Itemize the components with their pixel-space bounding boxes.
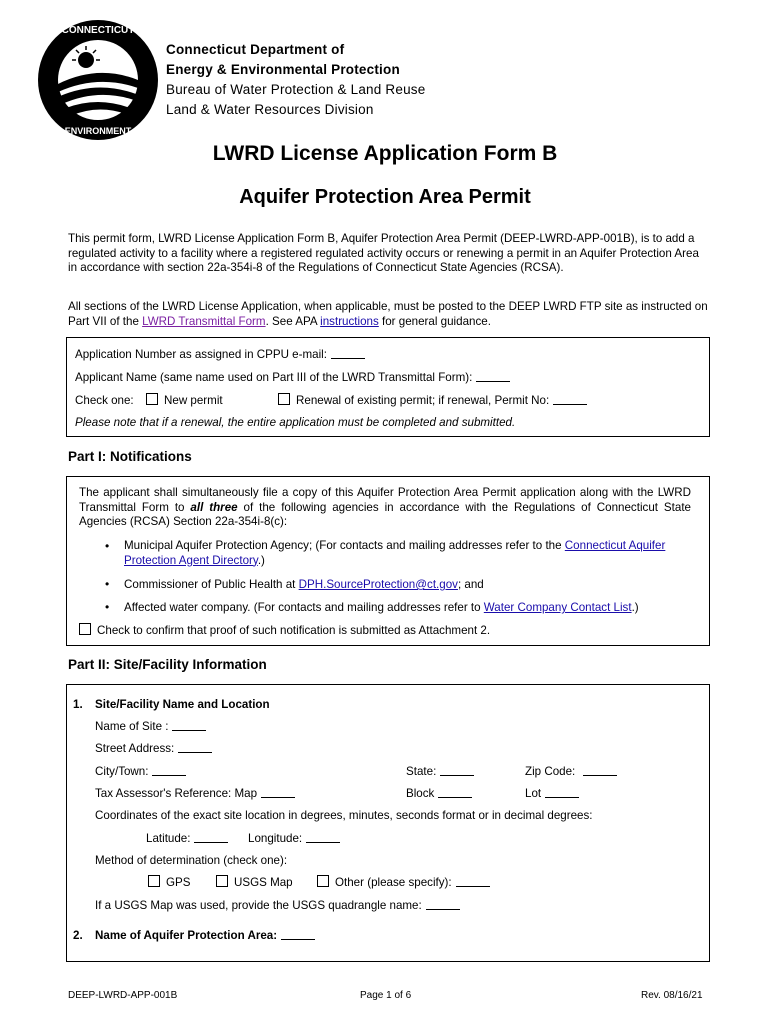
- water-company-contact-list-link[interactable]: Water Company Contact List: [483, 601, 632, 614]
- agency-line-3: Bureau of Water Protection & Land Reuse: [166, 82, 426, 97]
- tax-map-label: Tax Assessor's Reference: Map: [95, 787, 258, 800]
- renewal-note: Please note that if a renewal, the entire application must be completed and submitted.: [75, 416, 516, 429]
- site-name-row: [95, 719, 206, 734]
- bullet3-text-b: .): [631, 601, 639, 614]
- latitude-field[interactable]: [194, 832, 228, 843]
- applicant-name-field[interactable]: [476, 371, 510, 382]
- street-label: Street Address:: [95, 742, 175, 755]
- bullet2-text-a: Commissioner of Public Health at: [124, 578, 299, 591]
- usgs-option[interactable]: [216, 875, 293, 890]
- longitude-field[interactable]: [306, 832, 340, 843]
- bullet3-text-a: Affected water company. (For contacts and mailing addresses refer to: [124, 601, 484, 614]
- agency-block: [166, 40, 425, 120]
- svg-text:ENVIRONMENT: ENVIRONMENT: [64, 126, 132, 136]
- new-permit-checkbox[interactable]: [146, 393, 158, 405]
- renewal-option[interactable]: [278, 393, 587, 408]
- quadrangle-row: [95, 898, 460, 913]
- state-field[interactable]: [440, 765, 474, 776]
- intro-paragraph-2: [68, 300, 708, 329]
- apa-instructions-link[interactable]: instructions: [320, 314, 379, 328]
- footer-form-id: DEEP-LWRD-APP-001B: [68, 990, 178, 1001]
- deep-seal-logo: [36, 18, 160, 142]
- state-label: State:: [406, 765, 437, 778]
- notification-confirm-checkbox[interactable]: [79, 623, 91, 635]
- app-number-field[interactable]: [331, 348, 365, 359]
- latitude-label: Latitude:: [146, 832, 191, 845]
- permit-number-field[interactable]: [553, 394, 587, 405]
- zip-field[interactable]: [583, 765, 617, 776]
- agency-line-4: Land & Water Resources Division: [166, 102, 374, 117]
- app-number-label: Application Number as assigned in CPPU e-mail:: [75, 348, 327, 361]
- tax-map-row: [95, 786, 295, 801]
- other-label: Other (please specify):: [335, 876, 452, 889]
- svg-text:CONNECTICUT: CONNECTICUT: [61, 25, 135, 36]
- aquifer-name-field[interactable]: [281, 929, 315, 940]
- agency-line-2: Energy & Environmental Protection: [166, 62, 400, 77]
- footer-revision: Rev. 08/16/21: [641, 990, 703, 1001]
- check-one-label: Check one:: [75, 394, 134, 407]
- state-row: [406, 764, 474, 779]
- app-number-row: [75, 347, 365, 362]
- street-field[interactable]: [178, 742, 212, 753]
- lwrd-transmittal-form-link[interactable]: LWRD Transmittal Form: [142, 314, 266, 328]
- site-name-field[interactable]: [172, 720, 206, 731]
- city-row: [95, 764, 186, 779]
- agency-line-1: Connecticut Department of: [166, 42, 345, 57]
- bullet-dot-2: •: [105, 577, 110, 591]
- item1-title: Site/Facility Name and Location: [95, 698, 270, 711]
- renewal-checkbox[interactable]: [278, 393, 290, 405]
- zip-row: [525, 764, 617, 779]
- new-permit-label: New permit: [164, 394, 223, 407]
- other-checkbox[interactable]: [317, 875, 329, 887]
- seal-graphic: [36, 18, 160, 142]
- part1-text-a: The applicant shall simultaneously file a copy of this Aquifer Protection Area Permit application along with the LWRD Transmittal Form to: [79, 486, 691, 514]
- applicant-name-label: Applicant Name (same name used on Part III of the LWRD Transmittal Form):: [75, 371, 473, 384]
- block-field[interactable]: [438, 787, 472, 798]
- part1-text-b: of the following agencies in accordance with the Regulations of Connecticut State Agencies (RCSA) Section 22a-354i-8(c):: [79, 500, 691, 528]
- coordinates-instruction: Coordinates of the exact site location in degrees, minutes, seconds format or in decimal degrees:: [95, 809, 593, 822]
- gps-checkbox[interactable]: [148, 875, 160, 887]
- intro-p2-text-a: All sections of the LWRD License Application, when applicable, must be posted to the DEEP LWRD FTP site as instructed on Part VII of the: [68, 300, 708, 328]
- bullet1-text-a: Municipal Aquifer Protection Agency; (For contacts and mailing addresses refer to the: [124, 539, 565, 552]
- intro-paragraph-1: This permit form, LWRD License Application Form B, Aquifer Protection Area Permit (DEEP-LWRD-APP-001B), is to add a regulated activity to a facility where a registered regulated activity occurs or renewing a permit in an Aquifer Protection Area in accordance with section 22a-354i-8 of the Regulations of Connecticut State Agencies (RCSA).: [68, 232, 699, 274]
- form-title: LWRD License Application Form B: [212, 142, 558, 165]
- intro-p2-text-b: . See APA: [265, 314, 321, 328]
- longitude-row: [248, 831, 340, 846]
- item2-number: 2.: [73, 929, 83, 942]
- gps-option[interactable]: [148, 875, 190, 890]
- intro-p2-text-c: for general guidance.: [378, 314, 491, 328]
- notification-confirm-label: Check to confirm that proof of such notification is submitted as Attachment 2.: [97, 624, 491, 637]
- other-specify-field[interactable]: [456, 876, 490, 887]
- dph-email-link[interactable]: DPH.SourceProtection@ct.gov: [298, 578, 458, 591]
- zip-label: Zip Code:: [525, 765, 576, 778]
- longitude-label: Longitude:: [248, 832, 303, 845]
- bullet-item-2: [124, 577, 484, 592]
- part1-emphasis: all three: [190, 500, 238, 514]
- applicant-name-row: [75, 370, 510, 385]
- gps-label: GPS: [166, 876, 191, 889]
- bullet-dot-1: •: [105, 539, 110, 553]
- new-permit-option[interactable]: [146, 393, 223, 408]
- notification-confirm-option[interactable]: [79, 623, 490, 638]
- site-name-label: Name of Site :: [95, 720, 169, 733]
- renewal-label: Renewal of existing permit; if renewal, Permit No:: [296, 394, 550, 407]
- bullet1-text-b: .): [257, 553, 265, 567]
- city-field[interactable]: [152, 765, 186, 776]
- bullet-dot-3: •: [105, 600, 110, 614]
- usgs-checkbox[interactable]: [216, 875, 228, 887]
- bullet2-text-b: ; and: [457, 578, 484, 591]
- latitude-row: [146, 831, 228, 846]
- method-label: Method of determination (check one):: [95, 854, 288, 867]
- city-label: City/Town:: [95, 765, 149, 778]
- bullet-item-3: [124, 600, 639, 615]
- footer-page-number: Page 1 of 6: [360, 990, 412, 1001]
- part1-text: [79, 486, 691, 530]
- aquifer-name-row: [95, 928, 315, 943]
- bullet-item-1: [124, 539, 684, 568]
- quadrangle-field[interactable]: [426, 899, 460, 910]
- block-row: [406, 786, 472, 801]
- lot-row: [525, 786, 579, 801]
- lot-label: Lot: [525, 787, 542, 800]
- block-label: Block: [406, 787, 435, 800]
- lot-field[interactable]: [545, 787, 579, 798]
- tax-map-field[interactable]: [261, 787, 295, 798]
- quadrangle-label: If a USGS Map was used, provide the USGS quadrangle name:: [95, 899, 422, 912]
- part1-heading: Part I: Notifications: [68, 449, 192, 464]
- usgs-label: USGS Map: [234, 876, 293, 889]
- item1-number: 1.: [73, 698, 83, 711]
- aquifer-agent-directory-link[interactable]: Connecticut Aquifer Protection Agent Directory: [124, 539, 666, 567]
- part2-heading: Part II: Site/Facility Information: [68, 657, 267, 672]
- form-subtitle: Aquifer Protection Area Permit: [239, 186, 531, 208]
- aquifer-name-label: Name of Aquifer Protection Area:: [95, 929, 278, 942]
- other-option[interactable]: [317, 875, 490, 890]
- street-row: [95, 741, 212, 756]
